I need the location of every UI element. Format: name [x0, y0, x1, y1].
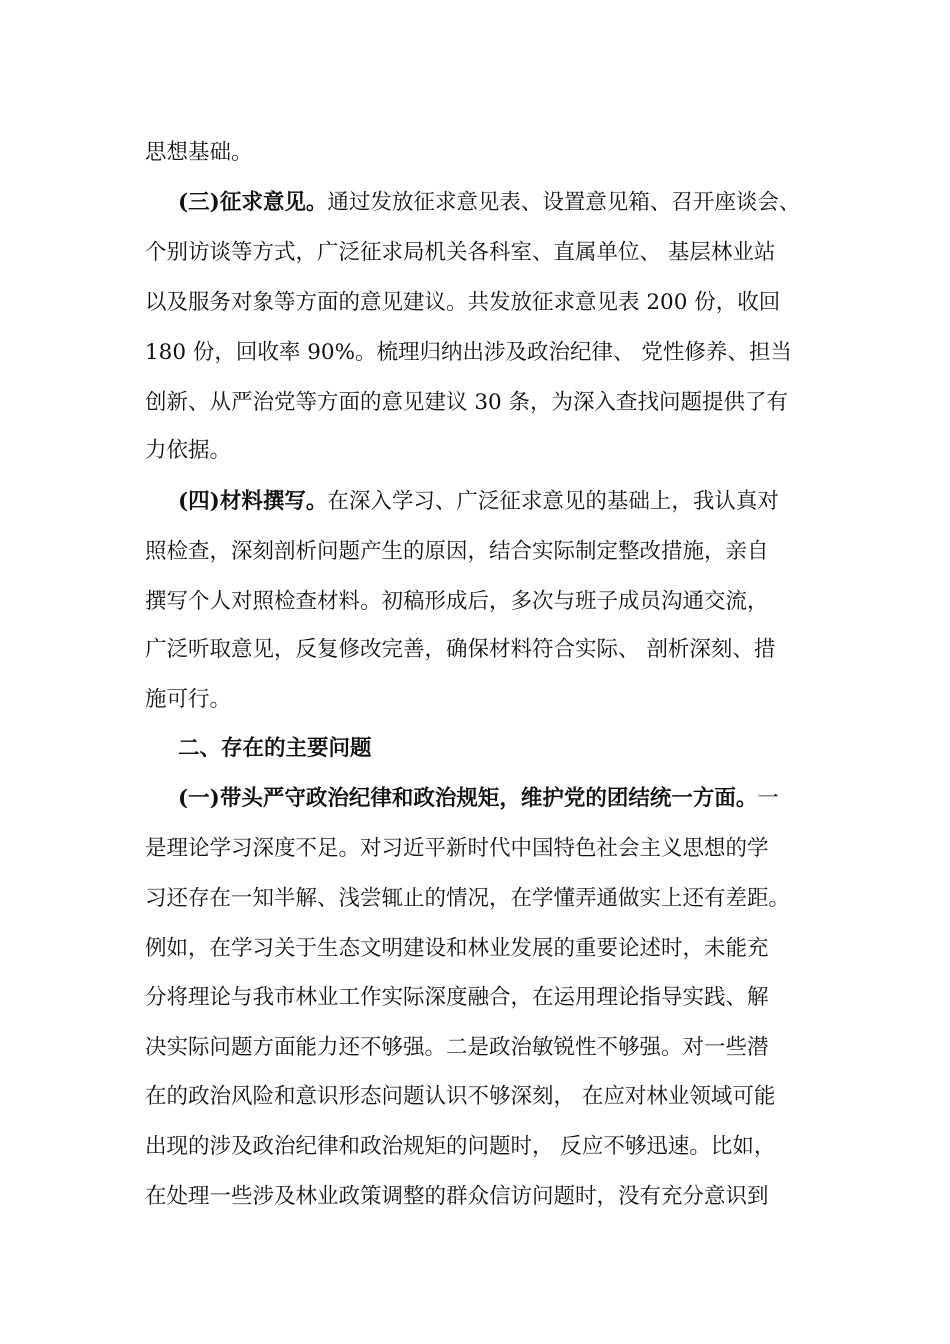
heading-label: (四)材料撰写。	[178, 489, 328, 514]
text-line: 施可行。	[145, 687, 232, 712]
text-line: 在的政治风险和意识形态问题认识不够深刻， 在应对林业领域可能	[145, 1084, 776, 1109]
text-line: 思想基础。	[145, 140, 253, 165]
text-line: 广泛听取意见，反复修改完善，确保材料符合实际、 剖析深刻、措	[145, 637, 776, 662]
chapter-heading: 二、存在的主要问题	[178, 736, 372, 761]
section-heading-4: (四)材料撰写。在深入学习、广泛征求意见的基础上，我认真对	[178, 489, 779, 514]
text-line: 习还存在一知半解、浅尝辄止的情况，在学懂弄通做实上还有差距。	[145, 886, 791, 911]
text-line: 决实际问题方面能力还不够强。二是政治敏锐性不够强。对一些潜	[145, 1035, 769, 1060]
text-line: 照检查，深刻剖析问题产生的原因，结合实际制定整改措施，亲自	[145, 539, 769, 564]
text-line: 分将理论与我市林业工作实际深度融合，在运用理论指导实践、解	[145, 985, 769, 1010]
section-heading-1: (一)带头严守政治纪律和政治规矩，维护党的团结统一方面。一	[178, 786, 779, 811]
text-line: 创新、从严治党等方面的意见建议 30 条，为深入查找问题提供了有	[145, 390, 789, 415]
text-line: 撰写个人对照检查材料。初稿形成后，多次与班子成员沟通交流，	[145, 589, 769, 614]
text-line: 例如，在学习关于生态文明建设和林业发展的重要论述时，未能充	[145, 936, 769, 961]
text-line: 在处理一些涉及林业政策调整的群众信访问题时，没有充分意识到	[145, 1184, 769, 1209]
text-line: 180 份，回收率 90%。梳理归纳出涉及政治纪律、 党性修养、担当	[145, 340, 792, 365]
text-line: 力依据。	[145, 438, 232, 463]
heading-label: (一)带头严守政治纪律和政治规矩，维护党的团结统一方面。	[178, 786, 758, 811]
text-line: 以及服务对象等方面的意见建议。共发放征求意见表 200 份，收回	[145, 290, 781, 315]
text-line: 是理论学习深度不足。对习近平新时代中国特色社会主义思想的学	[145, 836, 769, 861]
text-line: 个别访谈等方式，广泛征求局机关各科室、直属单位、 基层林业站	[145, 240, 776, 265]
text-line: 出现的涉及政治纪律和政治规矩的问题时， 反应不够迅速。比如，	[145, 1134, 776, 1159]
section-heading-3: (三)征求意见。通过发放征求意见表、设置意见箱、召开座谈会、	[178, 190, 801, 215]
heading-label: (三)征求意见。	[178, 190, 328, 215]
